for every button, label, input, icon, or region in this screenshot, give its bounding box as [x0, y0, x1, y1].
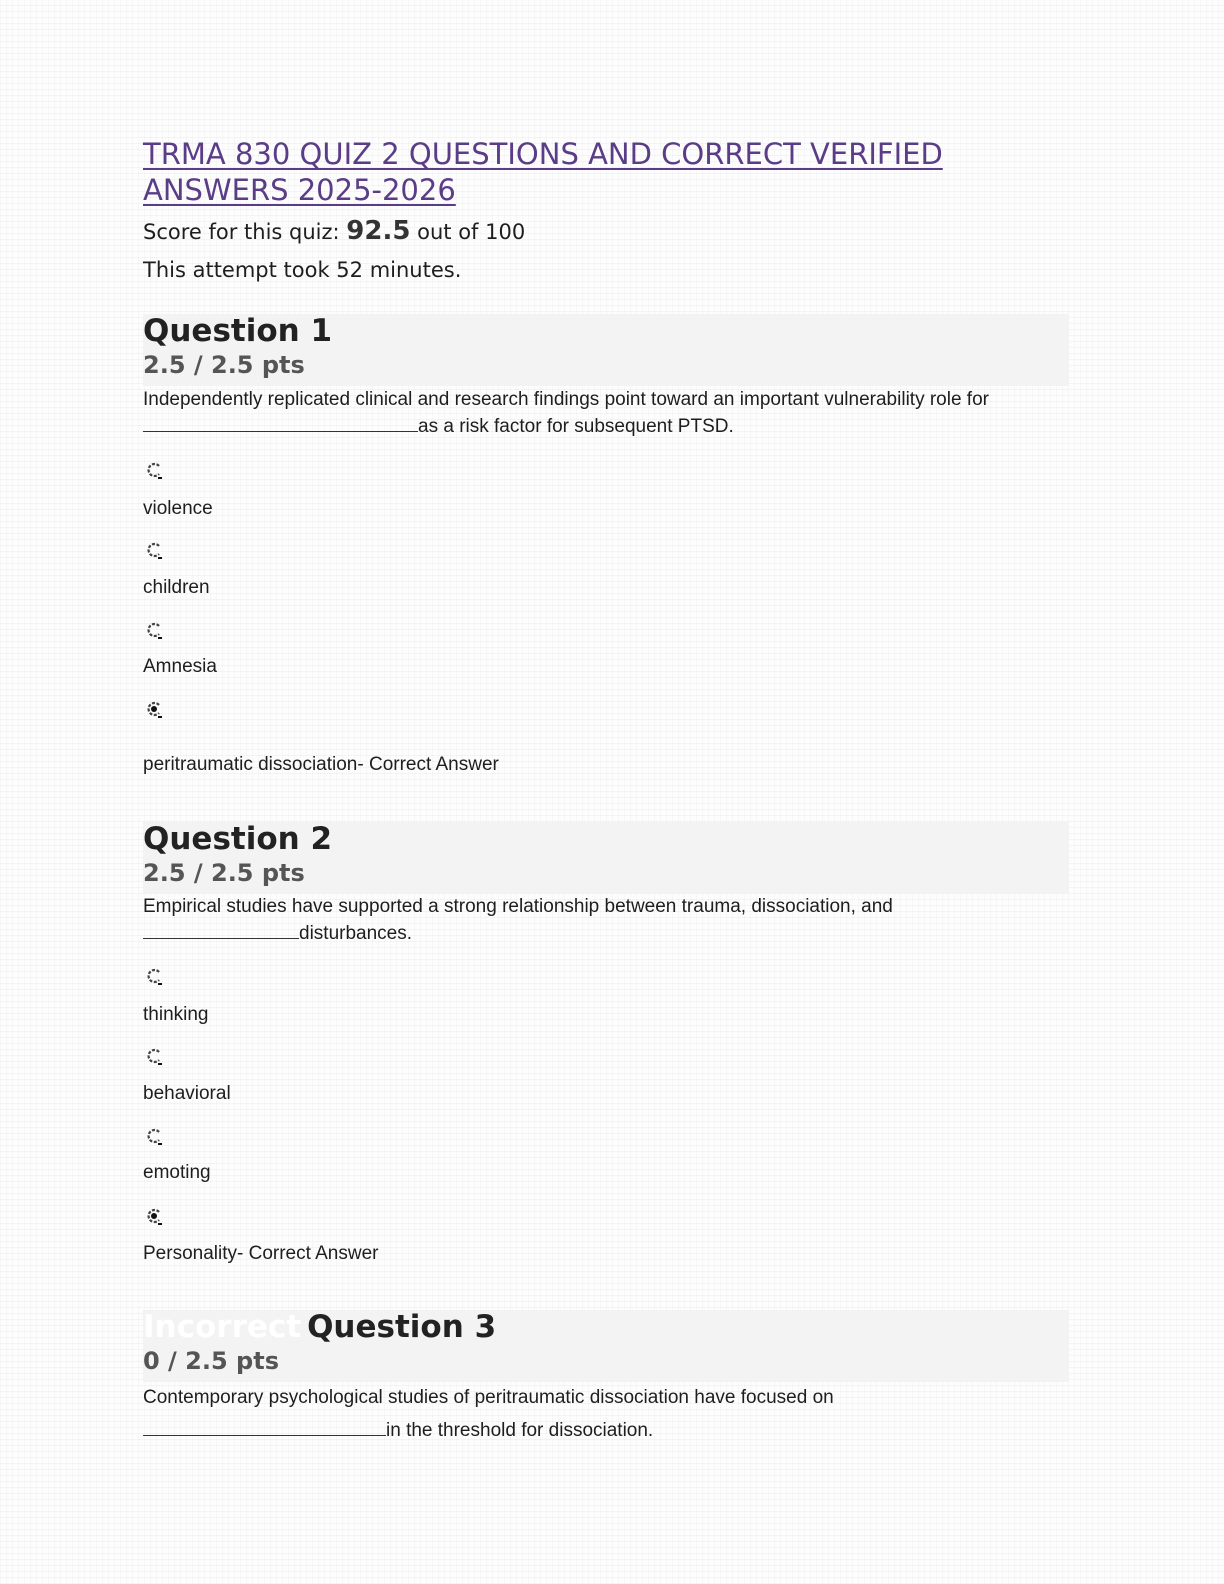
question-text-end: in the threshold for dissociation.: [386, 1420, 654, 1441]
answer-blank: [143, 920, 299, 939]
incorrect-label: Incorrect: [143, 1309, 302, 1345]
score-value: 92.5: [346, 216, 411, 246]
answer-option[interactable]: Amnesia: [143, 656, 217, 677]
attempt-duration: This attempt took 52 minutes.: [143, 258, 462, 282]
radio-unselected-icon[interactable]: [144, 460, 164, 480]
question-header: [143, 1310, 1069, 1382]
question-title-line: [143, 1309, 496, 1345]
question-title: Question 3: [307, 1309, 497, 1345]
answer-option-correct[interactable]: peritraumatic dissociation- Correct Answer: [143, 754, 499, 775]
radio-unselected-icon[interactable]: [144, 966, 164, 986]
answer-blank: [143, 1417, 386, 1436]
question-text-end: as a risk factor for subsequent PTSD.: [418, 416, 734, 437]
question-points: 2.5 / 2.5 pts: [143, 351, 305, 379]
question-header: [143, 822, 1069, 894]
radio-unselected-icon[interactable]: [144, 1046, 164, 1066]
question-text: [143, 386, 1073, 440]
question-title: Question 2: [143, 821, 333, 857]
answer-option[interactable]: emoting: [143, 1162, 211, 1183]
question-header: [143, 314, 1069, 386]
question-text-start: Independently replicated clinical and research findings point toward an important vulnerability role for: [143, 389, 989, 410]
answer-option[interactable]: behavioral: [143, 1083, 231, 1104]
question-text-start: Empirical studies have supported a strong relationship between trauma, dissociation, and: [143, 896, 893, 917]
answer-blank: [143, 413, 418, 432]
radio-unselected-icon[interactable]: [144, 540, 164, 560]
document-title[interactable]: TRMA 830 QUIZ 2 QUESTIONS AND CORRECT VERIFIED ANSWERS 2025-2026: [143, 137, 943, 207]
radio-selected-icon[interactable]: [144, 699, 164, 719]
answer-option[interactable]: thinking: [143, 1004, 209, 1025]
question-text-end: disturbances.: [299, 923, 413, 944]
question-text: [143, 1381, 1073, 1447]
radio-unselected-icon[interactable]: [144, 1126, 164, 1146]
score-label: Score for this quiz:: [143, 220, 340, 244]
question-text-start: Contemporary psychological studies of peritraumatic dissociation have focused on: [143, 1387, 834, 1408]
score-line: [143, 216, 525, 246]
radio-unselected-icon[interactable]: [144, 620, 164, 640]
answer-option-correct[interactable]: Personality- Correct Answer: [143, 1243, 379, 1264]
answer-option[interactable]: children: [143, 577, 210, 598]
question-points: 0 / 2.5 pts: [143, 1347, 279, 1375]
question-text: [143, 893, 1073, 947]
radio-selected-icon[interactable]: [144, 1206, 164, 1226]
question-title: Question 1: [143, 313, 333, 349]
answer-option[interactable]: violence: [143, 498, 213, 519]
score-total: out of 100: [417, 220, 526, 244]
question-points: 2.5 / 2.5 pts: [143, 859, 305, 887]
